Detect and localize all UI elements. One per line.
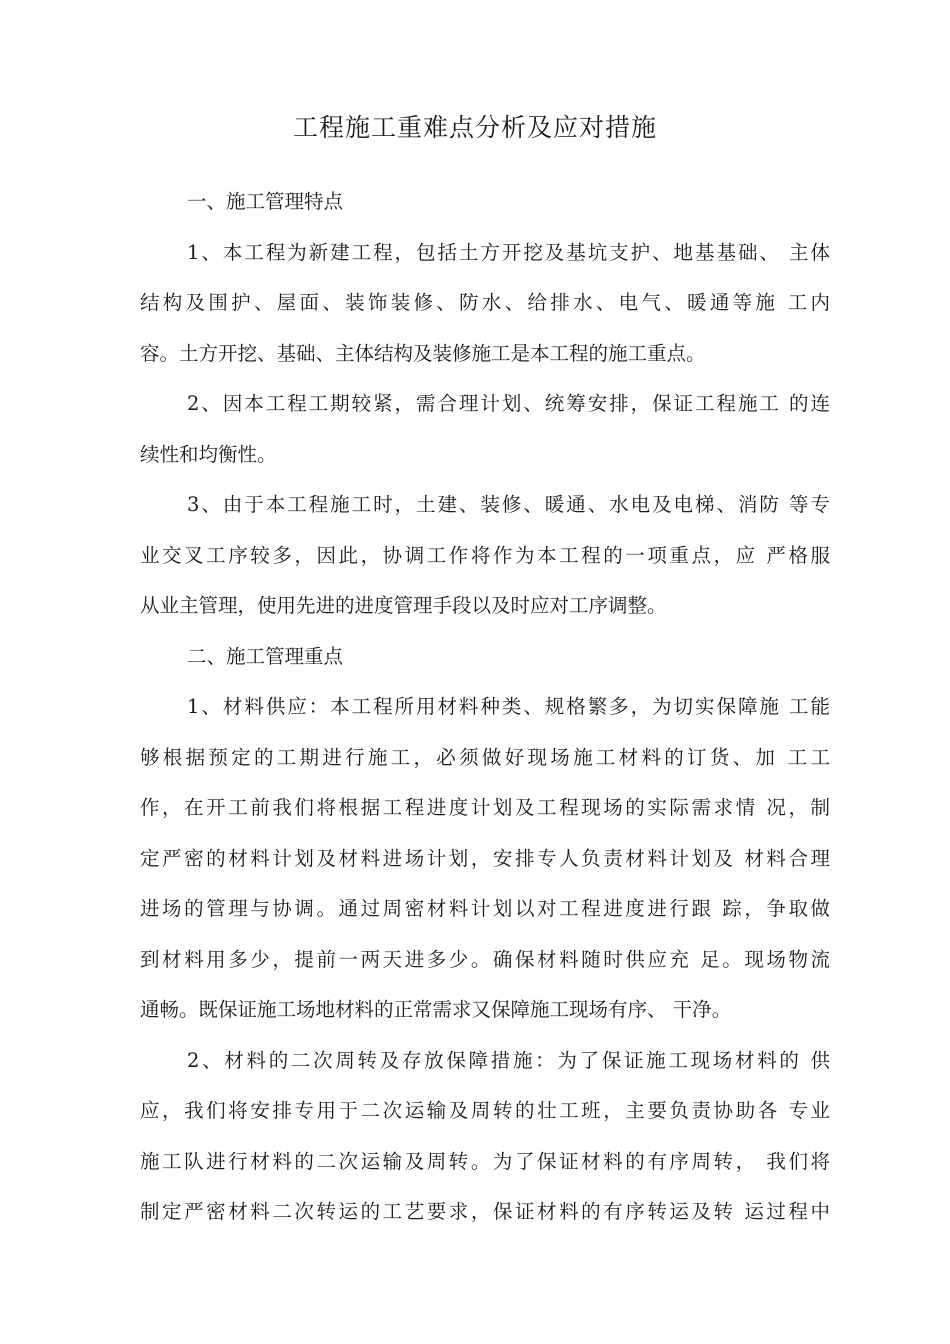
- section-heading-2: 二、施工管理重点: [187, 644, 344, 668]
- paragraph-line: 进场的管理与协调。通过周密材料计划以对工程进度进行跟 踪，争取做: [140, 897, 830, 920]
- paragraph-line: 到材料用多少，提前一两天进多少。确保材料随时供应充 足。现场物流: [140, 947, 830, 971]
- paragraph-line: 2、因本工程工期较紧，需合理计划、统筹安排，保证工程施工 的连: [187, 392, 830, 415]
- paragraph-line: 施工队进行材料的二次运输及周转。为了保证材料的有序周转， 我们将: [140, 1149, 830, 1173]
- paragraph-line: 1、材料供应：本工程所用材料种类、规格繁多，为切实保障施 工能: [187, 695, 830, 718]
- paragraph-line: 制定严密材料二次转运的工艺要求，保证材料的有序转运及转 运过程中: [140, 1200, 830, 1223]
- paragraph-line: 应，我们将安排专用于二次运输及周转的壮工班，主要负责协助各 专业: [140, 1099, 830, 1122]
- document-body: [140, 177, 830, 1238]
- document-title: 工程施工重难点分析及应对措施: [292, 113, 657, 142]
- paragraph-line: 通畅。既保证施工场地材料的正常需求又保障施工现场有序、 干净。: [140, 998, 732, 1021]
- paragraph-line: 业交叉工序较多，因此，协调工作将作为本工程的一项重点，应 严格服: [140, 543, 830, 567]
- paragraph-line: 作，在开工前我们将根据工程进度计划及工程现场的实际需求情 况，制: [140, 796, 830, 819]
- section-heading-1: 一、施工管理特点: [187, 190, 344, 213]
- paragraph-line: 定严密的材料计划及材料进场计划，安排专人负责材料计划及 材料合理: [140, 846, 830, 870]
- paragraph-line: 结构及围护、屋面、装饰装修、防水、给排水、电气、暖通等施 工内: [140, 291, 830, 314]
- paragraph-line: 2、材料的二次周转及存放保障措施：为了保证施工现场材料的 供: [187, 1048, 830, 1072]
- paragraph-line: 1、本工程为新建工程，包括土方开挖及基坑支护、地基基础、 主体: [187, 240, 830, 264]
- paragraph-line: 容。土方开挖、基础、主体结构及装修施工是本工程的施工重点。: [140, 341, 706, 365]
- paragraph-line: 够根据预定的工期进行施工，必须做好现场施工材料的订货、加 工工: [140, 745, 830, 769]
- paragraph-line: 3、由于本工程施工时，土建、装修、暖通、水电及电梯、消防 等专: [187, 493, 830, 516]
- paragraph-line: 续性和均衡性。: [140, 442, 277, 466]
- paragraph-line: 从业主管理，使用先进的进度管理手段以及时应对工序调整。: [140, 594, 667, 617]
